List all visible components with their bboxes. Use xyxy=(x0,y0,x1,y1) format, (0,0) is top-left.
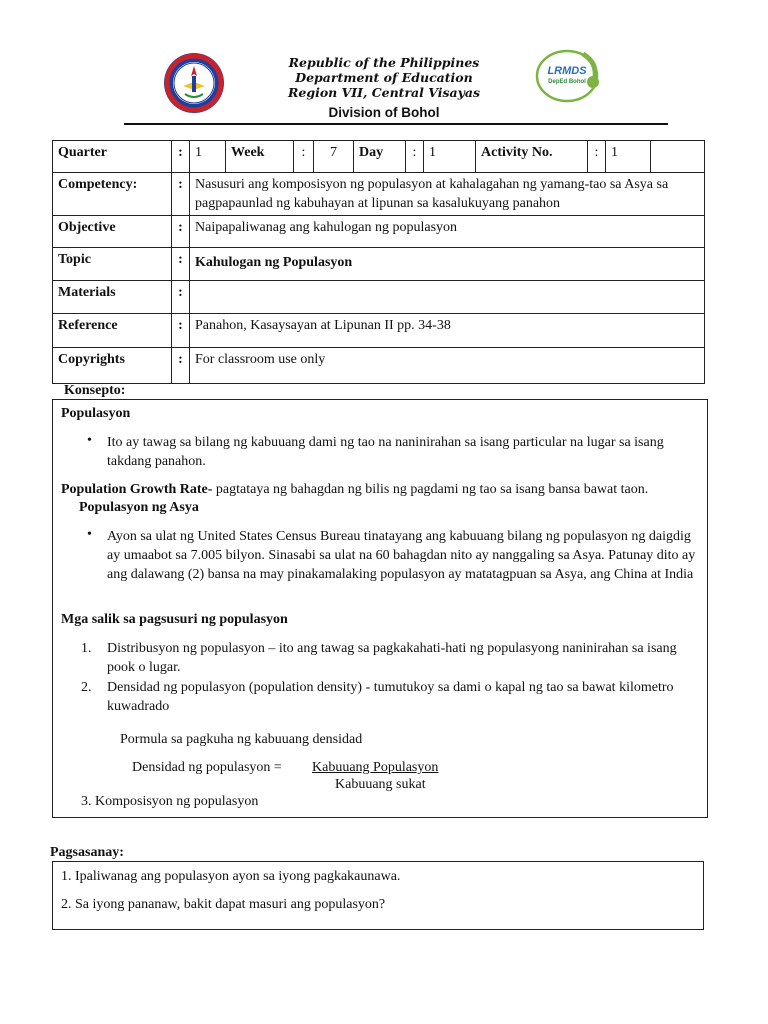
colon: : xyxy=(172,281,190,314)
colon: : xyxy=(172,248,190,281)
colon: : xyxy=(172,141,190,173)
objective-label: Objective xyxy=(53,216,172,248)
item2-number: 2. xyxy=(81,680,92,695)
reference-value: Panahon, Kasaysayan at Lipunan II pp. 34-38 xyxy=(190,314,705,348)
topic-row xyxy=(53,248,705,281)
formula-denominator: Kabuuang sukat xyxy=(335,777,426,792)
header-division: Division of Bohol xyxy=(328,105,440,120)
growth-rate-definition xyxy=(61,480,701,499)
competency-label: Competency: xyxy=(53,173,172,216)
cell-divider xyxy=(650,141,651,172)
formula-lhs: Densidad ng populasyon = xyxy=(132,760,282,775)
lrmds-logo xyxy=(533,48,605,104)
copyrights-row xyxy=(53,348,705,384)
populasyon-title: Populasyon xyxy=(61,406,131,421)
item1-distribusyon: Distribusyon ng populasyon – ito ang tawag sa pagkakahati-hati ng populasyong naninirahan sa isang pook o lugar. xyxy=(107,641,677,675)
activity-label: Activity No. xyxy=(476,141,588,173)
question-1: 1. Ipaliwanag ang populasyon ayon sa iyong pagkakaunawa. xyxy=(61,869,401,884)
populasyon-definition: Ito ay tawag sa bilang ng kabuuang dami ng tao na naninirahan sa isang particular na lugar sa isang takdang panahon. xyxy=(107,435,664,469)
week-value: 7 xyxy=(314,141,354,173)
header-rule xyxy=(124,123,668,125)
header-region: Region VII, Central Visayas xyxy=(287,85,481,100)
colon: : xyxy=(172,314,190,348)
header-republic: Republic of the Philippines xyxy=(288,55,480,70)
header-department: Department of Education xyxy=(295,70,473,85)
topic-label: Topic xyxy=(53,248,172,281)
colon: : xyxy=(588,141,606,173)
materials-label: Materials xyxy=(53,281,172,314)
activity-info-table xyxy=(52,140,705,384)
reference-row xyxy=(53,314,705,348)
day-label: Day xyxy=(354,141,406,173)
copyrights-label: Copyrights xyxy=(53,348,172,384)
question-2: 2. Sa iyong pananaw, bakit dapat masuri ang populasyon? xyxy=(61,897,386,912)
lrmds-logo-sub: DepEd Bohol xyxy=(548,79,586,85)
item3-komposisyon: 3. Komposisyon ng populasyon xyxy=(81,794,259,809)
topic-value: Kahulogan ng Populasyon xyxy=(190,248,705,281)
konsepto-heading: Konsepto: xyxy=(64,383,126,398)
growth-rate-text: pagtataya ng bahagdan ng bilis ng pagdami ng tao sa isang bansa bawat taon. xyxy=(212,482,649,497)
header-row xyxy=(53,141,705,173)
reference-label: Reference xyxy=(53,314,172,348)
pagsasanay-heading: Pagsasanay: xyxy=(50,845,124,860)
salik-title: Mga salik sa pagsusuri ng populasyon xyxy=(61,612,288,627)
lrmds-logo-text: LRMDS xyxy=(547,65,587,77)
objective-value: Naipapaliwanag ang kahulogan ng populasyon xyxy=(190,216,705,248)
colon: : xyxy=(172,348,190,384)
formula-numerator: Kabuuang Populasyon xyxy=(312,760,439,775)
week-label: Week xyxy=(226,141,294,173)
bullet-icon: • xyxy=(87,433,92,448)
materials-row xyxy=(53,281,705,314)
formula-title: Pormula sa pagkuha ng kabuuang densidad xyxy=(120,732,363,747)
activity-value: 1 xyxy=(606,141,705,173)
copyrights-value: For classroom use only xyxy=(190,348,705,384)
competency-row xyxy=(53,173,705,216)
objective-row xyxy=(53,216,705,248)
day-value: 1 xyxy=(424,141,476,173)
asya-text: Ayon sa ulat ng United States Census Bureau tinatayang ang kabuuang bilang ng populasyon ng daigdig ay umaabot sa 7.005 bilyon. Sinasabi sa ulat na 60 bahagdan nito ay nanggaling sa Asya. Patunay dito ay ang dalawang (2) bansa na may pinakamalaking populasyon ay matatagpuan sa Asya, ang China at India xyxy=(107,529,696,582)
quarter-label: Quarter xyxy=(53,141,172,173)
item1-number: 1. xyxy=(81,641,92,656)
colon: : xyxy=(172,173,190,216)
growth-rate-term: Population Growth Rate- xyxy=(61,482,213,497)
konsepto-box xyxy=(52,399,708,818)
quarter-value: 1 xyxy=(190,141,226,173)
materials-value xyxy=(190,281,705,314)
colon: : xyxy=(406,141,424,173)
colon: : xyxy=(294,141,314,173)
pagsasanay-box xyxy=(52,861,704,930)
item2-densidad: Densidad ng populasyon (population density) - tumutukoy sa dami o kapal ng tao sa bawat kilometro kuwadrado xyxy=(107,680,674,714)
bullet-icon: • xyxy=(87,527,92,542)
asya-title: Populasyon ng Asya xyxy=(79,500,199,515)
colon: : xyxy=(172,216,190,248)
competency-value: Nasusuri ang komposisyon ng populasyon at kahalagahan ng yamang-tao sa Asya sa pagpapaunlad ng kabuhayan at lipunan sa kasalukuyang panahon xyxy=(190,173,705,216)
